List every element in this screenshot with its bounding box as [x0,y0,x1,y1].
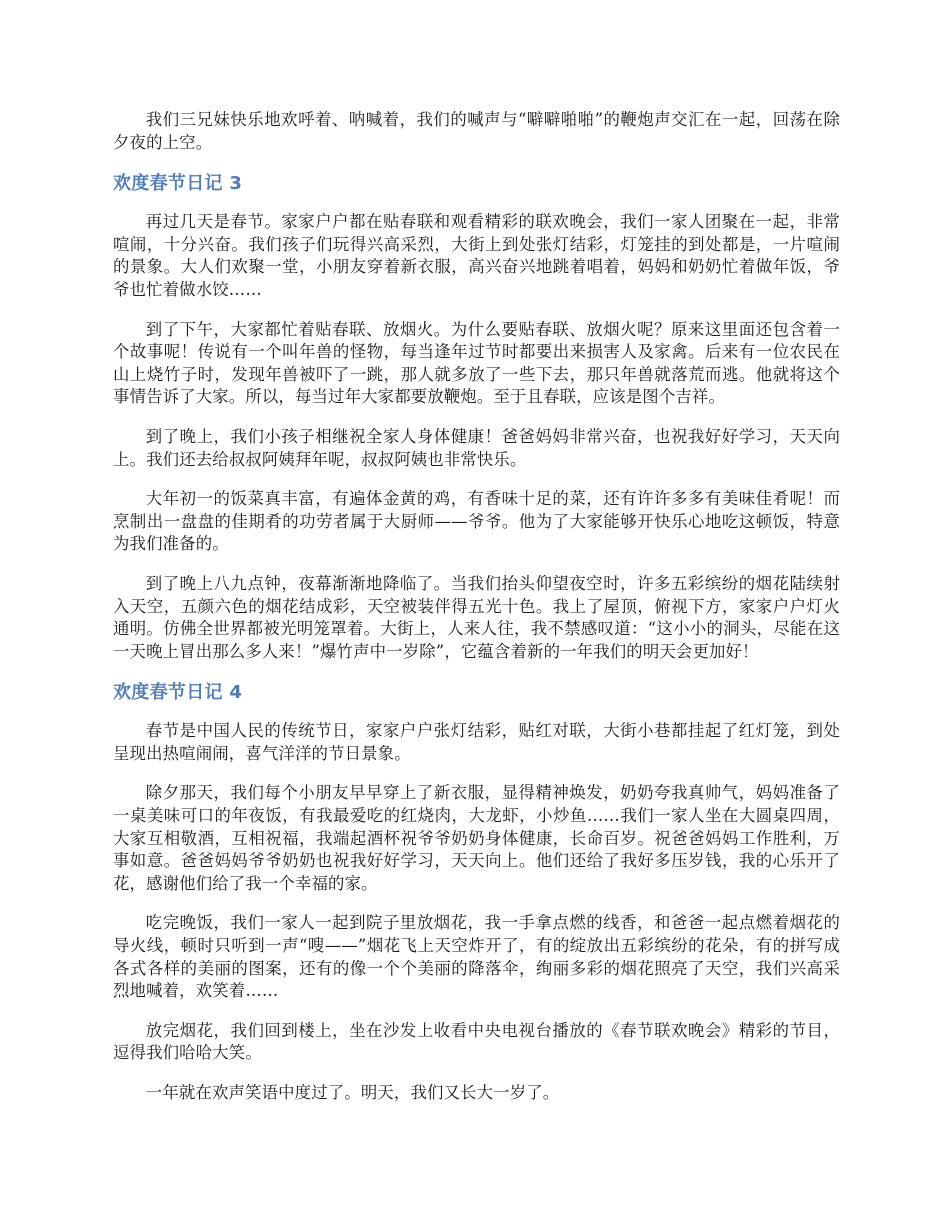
heading-number: 4 [229,682,243,704]
paragraph: 春节是中国人民的传统节日，家家户户张灯结彩，贴红对联，大街小巷都挂起了红灯笼，到处呈现出热喧闹闹，喜气洋洋的节日景象。 [113,721,840,763]
section-heading-4 [113,680,840,706]
paragraph: 到了晚上八九点钟，夜幕渐渐地降临了。当我们抬头仰望夜空时，许多五彩缤纷的烟花陆续射入天空，五颜六色的烟花结成彩，天空被装伴得五光十色。我上了屋顶，俯视下方，家家户户灯火通明。仿佛全世界都被光明笼罩着。大街上，人来人往，我不禁感叹道：“这小小的洞头，尽能在这一天晚上冒出那么多人来！”爆竹声中一岁除”，它蕴含着新的一年我们的明天会更加好！ [113,573,840,661]
paragraph: 到了下午，大家都忙着贴春联、放烟火。为什么要贴春联、放烟火呢？原来这里面还包含着一个故事呢！传说有一个叫年兽的怪物，每当逢年过节时都要出来损害人及家禽。后来有一位农民在山上烧竹子时，发现年兽被吓了一跳，那人就多放了一些下去，那只年兽就落荒而逃。他就将这个事情告诉了大家。所以，每当过年大家都要放鞭炮。至于且春联，应该是图个吉祥。 [113,319,840,407]
paragraph: 除夕那天，我们每个小朋友早早穿上了新衣服，显得精神焕发，奶奶夸我真帅气，妈妈准备了一桌美味可口的年夜饭，有我最爱吃的红烧肉，大龙虾，小炒鱼……我们一家人坐在大圆桌四周，大家互相敬酒，互相祝福，我端起酒杯祝爷爷奶奶身体健康，长命百岁。祝爸爸妈妈工作胜利，万事如意。爸爸妈妈爷爷奶奶也祝我好好学习，天天向上。他们还给了我好多压岁钱，我的心乐开了花，感谢他们给了我一个幸福的家。 [113,783,840,893]
paragraph: 一年就在欢声笑语中度过了。明天，我们又长大一岁了。 [145,1083,560,1102]
heading-title: 欢度春节日记 [113,173,223,195]
heading-title: 欢度春节日记 [113,682,223,704]
paragraph: 再过几天是春节。家家户户都在贴春联和观看精彩的联欢晚会，我们一家人团聚在一起，非常喧闹，十分兴奋。我们孩子们玩得兴高采烈，大街上到处张灯结彩，灯笼挂的到处都是，一片喧闹的景象。大人们欢聚一堂，小朋友穿着新衣服，高兴奋兴地跳着唱着，妈妈和奶奶忙着做年饭，爷爷也忙着做水饺…… [113,212,840,299]
document-page [113,109,840,1122]
section-heading-3 [113,171,840,197]
paragraph: 到了晚上，我们小孩子相继祝全家人身体健康！爸爸妈妈非常兴奋，也祝我好好学习，天天向上。我们还去给叔叔阿姨拜年呢，叔叔阿姨也非常快乐。 [113,426,840,469]
heading-number: 3 [229,173,243,195]
paragraph: 大年初一的饭菜真丰富，有遍体金黄的鸡，有香味十足的菜，还有许许多多有美味佳肴呢！而烹制出一盘盘的佳期肴的功劳者属于大厨师——爷爷。他为了大家能够开快乐心地吃这顿饭，特意为我们准备的。 [113,489,840,554]
paragraph: 吃完晚饭，我们一家人一起到院子里放烟花，我一手拿点燃的线香，和爸爸一起点燃着烟花的导火线，顿时只听到一声“嗖——”烟花飞上天空炸开了，有的绽放出五彩缤纷的花朵，有的拼写成各式各样的美丽的图案，还有的像一个个美丽的降落伞，绚丽多彩的烟花照亮了天空，我们兴高采烈地喊着，欢笑着…… [113,913,840,1001]
paragraph: 放完烟花，我们回到楼上，坐在沙发上收看中央电视台播放的《春节联欢晚会》精彩的节目，逗得我们哈哈大笑。 [113,1020,840,1063]
paragraph: 我们三兄妹快乐地欢呼着、呐喊着，我们的喊声与“噼噼啪啪”的鞭炮声交汇在一起，回荡在除夕夜的上空。 [113,110,840,152]
